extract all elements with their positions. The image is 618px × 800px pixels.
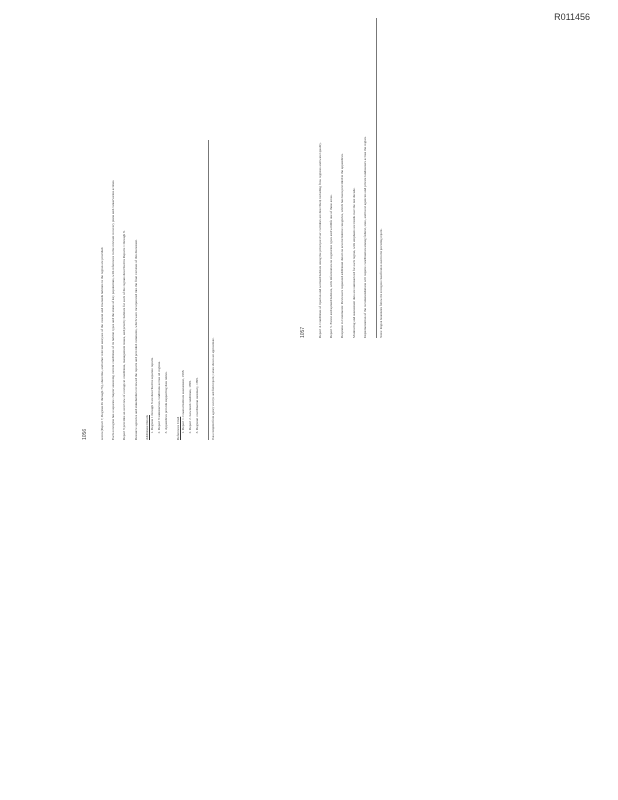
- left-paragraph-2: Each ecoregion has a separate chapter assessing current conditions of its habitat types and the status of key populations, with references to the relevant recovery plans and conservation actions.: [111, 179, 116, 440]
- left-list: [150, 140, 170, 440]
- right-paragraph-1: Report 4. Conditions of riparian and wetland habitats along the principal river corridors are described, including flow regimes and water quality.: [318, 142, 322, 338]
- references-list: [181, 140, 201, 440]
- right-page: [300, 18, 548, 338]
- right-page-number: 1057: [300, 326, 306, 338]
- right-paragraph-3: Response to Comments: Reviewers requested additional detail on several habitat categories, which has been provided in the appendices.: [340, 153, 345, 338]
- reference-item: 3. Regional coordination summary, 1999.: [195, 140, 200, 430]
- right-paragraph-2: Report 5. Forest and upland habitats, with information on vegetation types and wildlife use of these areas.: [329, 194, 334, 338]
- list-item: 3. Appendices provide supporting data tables.: [164, 140, 169, 430]
- right-paragraph-5: Implementation of the recommendations will require coordination among federal, state, and local agencies and private landowners across the region.: [362, 136, 367, 338]
- left-paragraph-4: Resource agencies and stakeholders reviewed the reports and provided comments, which were incorporated into the final versions of this document.: [133, 239, 138, 440]
- list-heading: Additional Details: [144, 415, 149, 440]
- list-item: 1. Regions 1 through 8 are described in separate reports.: [150, 140, 155, 430]
- document-id: R011456: [554, 12, 590, 22]
- references-heading: References Cited: [175, 416, 180, 440]
- left-footnotes: Data compiled from agency surveys and field reports; values shown are approximate.: [208, 140, 215, 440]
- left-paragraph-3: Report 9 provides an overview of ecological conditions, management issues, and priority habitats for each of the regions described in Reports 1 through 8.: [122, 230, 127, 440]
- reference-item: 2. Report 2. Lowland conditions, 1998.: [188, 140, 193, 430]
- reference-item: 1. Report 1. Coastal habitats assessment, 1998.: [181, 140, 186, 430]
- right-paragraph-4: Monitoring and assessment data are summarized for each region, with emphasis on trends over the last decade.: [351, 187, 356, 338]
- list-item: 2. Report 9 summarizes conditions across all regions.: [157, 140, 162, 430]
- left-page: [82, 140, 330, 440]
- left-paragraph-1: seven (Report 7, Regions Ib through 7b), shoreline, and other relevant analyses of the coastal and lowlands habitats in the region are provided.: [100, 246, 104, 440]
- left-page-number: 1056: [82, 428, 88, 440]
- right-footnotes: Notes: Region boundaries follow the ecoregion classification used in the preceding reports.: [376, 18, 383, 338]
